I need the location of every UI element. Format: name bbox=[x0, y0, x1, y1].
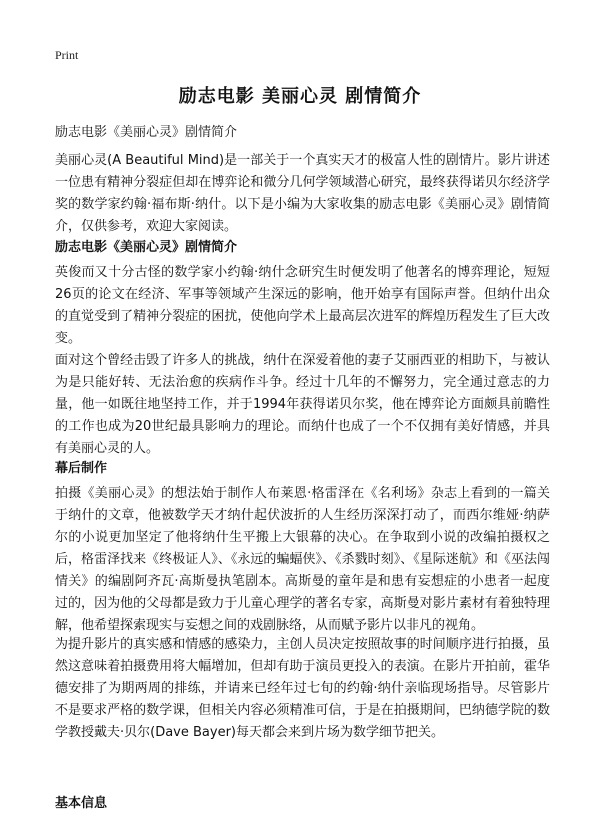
synopsis-paragraph-2: 面对这个曾经击毁了许多人的挑战，纳什在深爱着他的妻子艾丽西亚的相助下，与被认为是只能好转、无法治愈的疾病作斗争。经过十几年的不懈努力，完全通过意志的力量，他一如既往地坚持工作，并于1994年获得诺贝尔奖，他在博弈论方面颇具前瞻性的工作也成为20世纪最具影响力的理论。而纳什也成了一个不仅拥有美好情感，并具有美丽心灵的人。 bbox=[55, 353, 550, 456]
production-paragraph-1: 拍摄《美丽心灵》的想法始于制作人布莱恩·格雷泽在《名利场》杂志上看到的一篇关于纳什的文章，他被数学天才纳什起伏波折的人生经历深深打动了，而西尔维娅·纳萨尔的小说更加坚定了他将纳什生平搬上大银幕的决心。在争取到小说的改编拍摄权之后，格雷泽找来《终极证人》、《永远的蝙蝠侠》、《杀戮时刻》、《星际迷航》和《巫法闯情关》的编剧阿齐瓦·高斯曼执笔剧本。高斯曼的童年是和患有妄想症的小患者一起度过的，因为他的父母都是致力于儿童心理学的著名专家，高斯曼对影片素材有着独特理解，他希望探索现实与妄想之间的戏剧脉络，从而赋予影片以非凡的视角。 bbox=[55, 486, 550, 633]
page-title: 励志电影 美丽心灵 剧情简介 bbox=[178, 86, 422, 107]
synopsis-paragraph-1: 英俊而又十分古怪的数学家小约翰·纳什念研究生时便发明了他著名的博弈理论，短短26页的论文在经济、军事等领域产生深远的影响，他开始享有国际声誉。但纳什出众的直觉受到了精神分裂症的困扰，使他向学术上最高层次进军的辉煌历程发生了巨大改变。 bbox=[55, 265, 550, 346]
section-heading-basic-info: 基本信息 bbox=[55, 796, 108, 811]
production-paragraph-2: 为提升影片的真实感和情感的感染力，主创人员决定按照故事的时间顺序进行拍摄，虽然这意味着拍摄费用将大幅增加，但却有助于演员更投入的表演。在影片开拍前，霍华德安排了为期两周的排练，并请来已经年过七旬的约翰·纳什亲临现场指导。尽管影片不是要求严格的数学课，但相关内容必须精准可信，于是在拍摄期间，巴纳德学院的数学教授戴夫·贝尔(Dave Bayer)每天都会来到片场为数学细节把关。 bbox=[55, 637, 550, 740]
section-heading-production: 幕后制作 bbox=[55, 461, 108, 476]
document-subtitle: 励志电影《美丽心灵》剧情简介 bbox=[55, 125, 238, 140]
intro-paragraph: 美丽心灵(A Beautiful Mind)是一部关于一个真实天才的极富人性的剧情片。影片讲述一位患有精神分裂症但却在博弈论和微分几何学领域潜心研究，最终获得诺贝尔经济学奖的数学家约翰·福布斯·纳什。以下是小编为大家收集的励志电影《美丽心灵》剧情简介，仅供参考，欢迎大家阅读。 bbox=[55, 153, 550, 234]
print-link[interactable]: Print bbox=[55, 48, 79, 62]
section-heading-synopsis: 励志电影《美丽心灵》剧情简介 bbox=[55, 240, 238, 255]
